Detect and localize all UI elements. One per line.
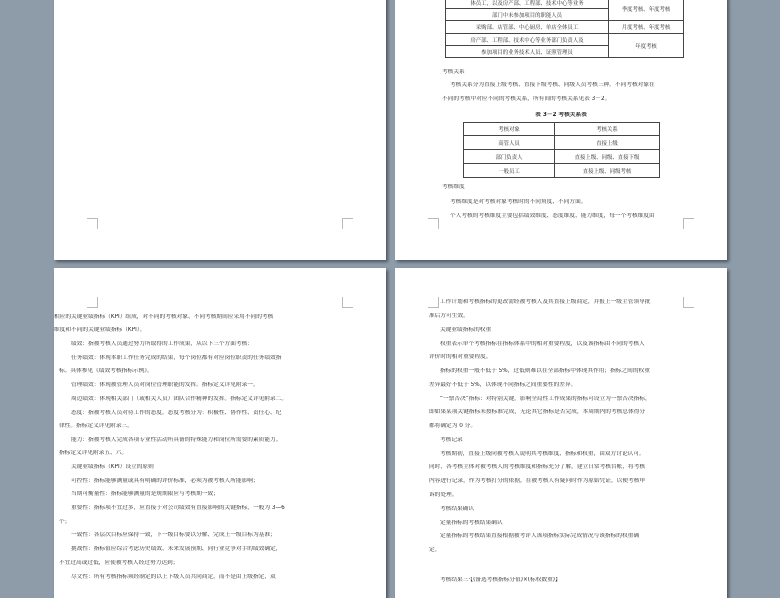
table-cell: 年度考核: [609, 34, 684, 58]
table-cell: 月度考核、年度考核: [609, 21, 684, 34]
document-page-4: [395, 268, 727, 598]
crop-mark: [683, 218, 694, 229]
body-text: 考核关系分为直接上级考核、直接下级考核、同级人员考核三种。不同考核对象在: [450, 82, 655, 88]
crop-mark: [342, 218, 353, 229]
body-text: 指标定义详见附录五、六。: [59, 450, 128, 456]
body-text: 可控性：指标能够测量或具有明确的评价标准，必须为被考核人所能影响；: [71, 478, 259, 484]
body-text: 工作计划和考核指标的更改需经被考核人及其直接上级商定，并报上一级主管领导批: [440, 299, 651, 305]
body-text: 考核期初，直接上级向被考核人说明其考核维度、指标和权重，由双方讨论认可。: [440, 451, 645, 457]
crop-mark: [87, 218, 98, 229]
table-caption: 表 3－2 考核关系表: [535, 112, 587, 118]
section-heading: 考核记录: [440, 437, 463, 443]
section-heading: 关键业绩指标（KPI）设立的原则: [71, 464, 154, 470]
body-text: 都将确定为 0 分。: [429, 423, 477, 429]
body-text: 定。: [429, 547, 441, 553]
table-cell: 部门负责人: [464, 150, 555, 164]
table-cell: 参加项目的业务技术人员、证照管理员: [446, 46, 609, 58]
body-text: 指标的权重一般不低于 5%，过低则难以在全部指标中体现其作用；指标之间的权重: [440, 368, 650, 374]
body-text: 评价时的相对重要程度。: [429, 354, 492, 360]
body-text: 个人考核的考核维度主要包括绩效维度、态度维度、能力维度，每一个考核维度由: [450, 213, 655, 219]
body-text: 标。具体参见《绩效考核指标示例》。: [59, 368, 153, 374]
body-text: 能力：指被考核人完成各项专业性活动所具备的特殊能力和岗位所需要的素质能力。: [71, 437, 282, 443]
table-header: 考核关系: [555, 123, 660, 136]
body-text: 维度和不同的关键业绩指标（KPI）。: [54, 327, 146, 333]
table-cell: 直接上级、同级、直接下级: [555, 150, 660, 164]
body-text: 内容进行记录，作为考核打分的依据，在被考核人有疑问时作为原始凭证，以便考核申: [429, 478, 646, 484]
body-text: 差异最好不低于 5%，以体现不同指标之间重要性的差异。: [429, 382, 577, 388]
body-text: 一致性：各层次目标应保持一致，下一级目标要以分解、完成上一级目标为基准；: [71, 532, 276, 538]
crop-mark: [428, 218, 439, 229]
body-text: 绩效：指被考核人员通过努力所取得的工作成果，从以下三个方面考核：: [71, 341, 253, 347]
document-page-3: [54, 268, 386, 598]
section-heading: 考核关系: [442, 69, 465, 75]
body-text: 任务绩效：体现本职工作任务完成的结果，每个岗位都有对应岗位职责的任务绩效指: [71, 355, 282, 361]
section-heading: 考核结果确认: [440, 506, 475, 512]
body-text: 尽文性：所有考核指标须经制定的以上下级人员共同商定，而不是由上级指定，双: [71, 574, 276, 580]
table-cell: 采购部、店管部、中心厨房、单店全体员工: [446, 21, 609, 34]
table-cell: 体员工，以及房产部、工程部、技术中心等业务: [446, 0, 609, 9]
body-text: 考核维度是对考核对象考核时的不同角度、不同方面。: [450, 199, 587, 205]
crop-mark: [87, 297, 98, 308]
crop-mark: [342, 297, 353, 308]
body-text: 相应的关键业绩指标（KPI）组成，对不同的考核对象、不同考核期间应采用不同的考核: [54, 314, 274, 320]
body-text: 不宜过高或过低，应使被考核人经过努力达到；: [59, 560, 179, 566]
body-text: 不同的考核中对应不同的考核关系，所有间的考核关系见表 3－2。: [442, 96, 611, 102]
body-text: 权重表示单个考核指标在指标体系中的相对重要程度，以及该指标由不同的考核人: [440, 341, 645, 347]
body-text: 即如果某项关键指标未按标准完成，无论其它指标是否完成，本周期内的考核总体得分: [429, 409, 646, 415]
table-cell: 直接上级: [555, 136, 660, 150]
body-text: 律性。指标定义详见附录三。: [59, 423, 133, 429]
body-text: 当期可衡量性：指标能够测量的是规期限应与考核期一致；: [71, 491, 219, 497]
body-text: 重要性：指标项不宜过多，应直接于对公司绩效有直接影响的关键指标，一般为 3—6: [71, 505, 285, 511]
table-cell: 房产部、工程部、技术中心等业务部门负责人及: [446, 34, 609, 46]
body-text: 同时，各考核主体对被考核人的考核维度和指标充分了解，建立日常考核台帐，将考核: [429, 464, 646, 470]
body-text: 挑战性：指标值应综合考虑历史绩效、未来发展预期、同行业竞争对手的绩效确定，: [71, 546, 282, 552]
table-header: 考核对象: [464, 123, 555, 136]
assessment-relation-table: [463, 122, 660, 178]
body-text: 准后方可生效。: [429, 313, 469, 319]
body-text: 周边绩效：体现相关部门（或相关人员）团队合作精神的发挥。指标定义详见附录二。: [71, 396, 288, 402]
document-page-1: [54, 0, 386, 260]
body-text: “一票否决”指标：对特别关键，影响全局性工作成果的指标可设立为一票否决指标，: [440, 396, 651, 402]
body-text: 个；: [59, 519, 71, 525]
body-text: 诉的处理。: [429, 492, 458, 498]
body-text: 态度：指被考核人员对待工作的态度。态度考核分为：积极性、协作性、责任心、纪: [71, 410, 282, 416]
table-cell: 一般员工: [464, 164, 555, 178]
table-cell: 高管人员: [464, 136, 555, 150]
document-page-2: [395, 0, 727, 260]
body-text: 定量指标的考核结果直接根据被考评人该项指标实际完成情况与该指标的权重确: [440, 533, 640, 539]
section-heading: 关键业绩指标的权重: [440, 327, 492, 333]
assessment-cycle-table: [445, 0, 684, 58]
section-heading: 定量指标的考核结果确认: [440, 520, 503, 526]
table-cell: 季度考核、年度考核: [609, 0, 684, 21]
body-text: 管理绩效：体现被管理人员对岗位管理职能的发挥。指标定义详见附录一。: [71, 382, 259, 388]
table-cell: 部门中未参加项目的职能人员: [446, 9, 609, 21]
section-heading: 考核维度: [442, 184, 465, 190]
table-cell: 直接上级、同级考核: [555, 164, 660, 178]
body-text: 考核结果三·【(备选考核指标分值)×(标权数重)】: [440, 577, 561, 583]
